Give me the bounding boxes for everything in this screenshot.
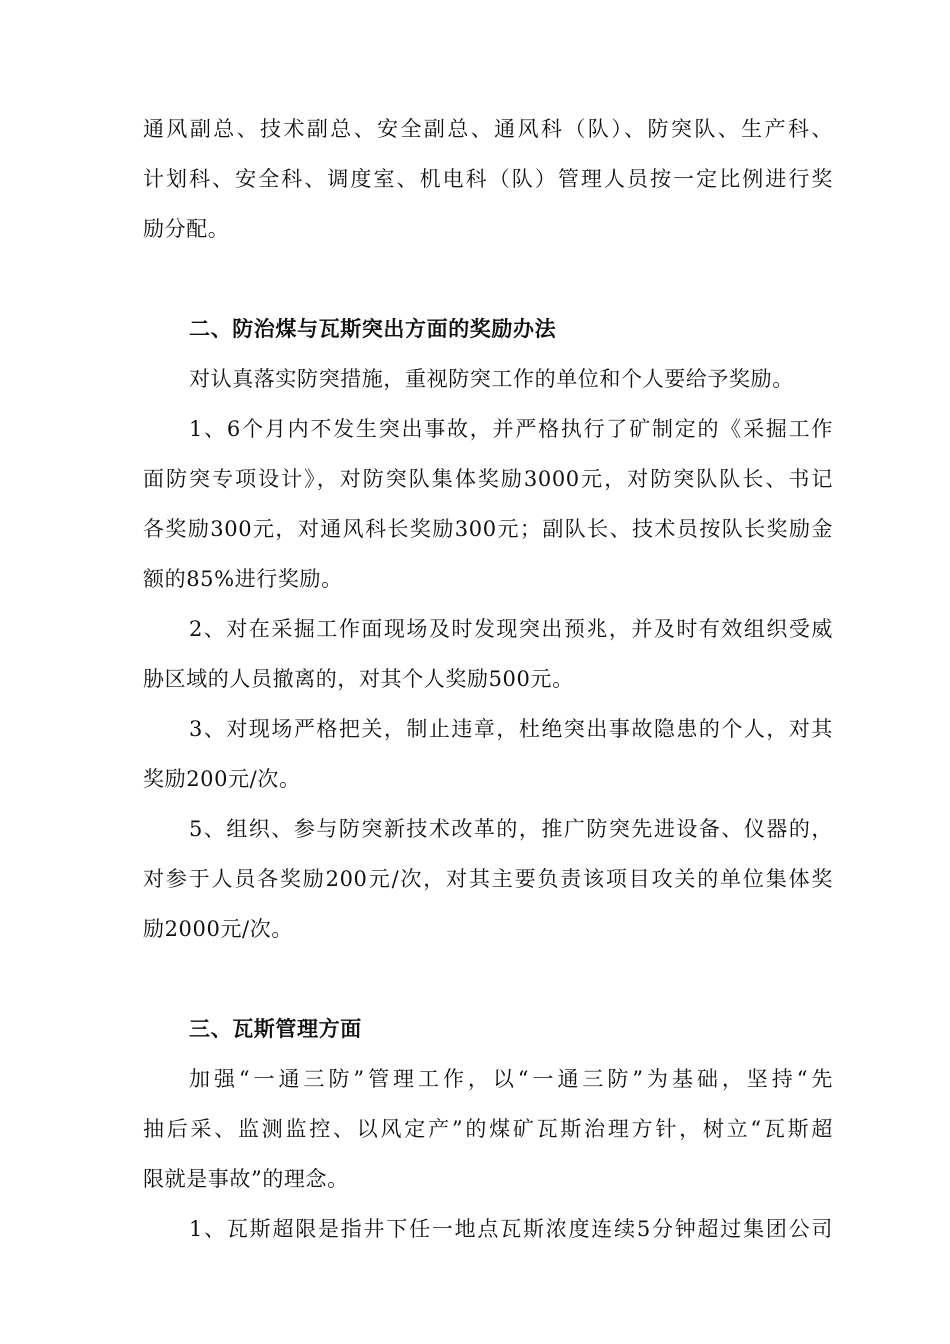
paragraph-line: 1、瓦斯超限是指井下任一地点瓦斯浓度连续5分钟超过集团公司 [189,1217,833,1241]
paragraph-line: 各奖励300元，对通风科长奖励300元；副队长、技术员按队长奖励金 [143,517,833,541]
paragraph-line: 励2000元/次。 [143,917,293,941]
paragraph-line: 额的85%进行奖励。 [143,567,343,591]
section-heading: 三、瓦斯管理方面 [189,1016,362,1041]
paragraph-line: 3、对现场严格把关，制止违章，杜绝突出事故隐患的个人，对其 [189,717,833,741]
section-heading: 二、防治煤与瓦斯突出方面的奖励办法 [189,316,557,341]
paragraph-line: 胁区域的人员撤离的，对其个人奖励500元。 [143,667,574,691]
paragraph-line: 5、组织、参与防突新技术改革的，推广防突先进设备、仪器的， [189,817,833,841]
paragraph-line: 通风副总、技术副总、安全副总、通风科（队）、防突队、生产科、 [143,117,833,141]
paragraph-line: 励分配。 [143,217,230,241]
paragraph-line: 1、6个月内不发生突出事故，并严格执行了矿制定的《采掘工作 [189,417,833,441]
paragraph-line: 对认真落实防突措施，重视防突工作的单位和个人要给予奖励。 [189,367,794,391]
paragraph-line: 奖励200元/次。 [143,767,301,791]
paragraph-line: 加强“一通三防”管理工作，以“一通三防”为基础，坚持“先 [189,1067,833,1091]
paragraph-line: 面防突专项设计》，对防突队集体奖励3000元，对防突队队长、书记 [143,467,833,491]
paragraph-line: 计划科、安全科、调度室、机电科（队）管理人员按一定比例进行奖 [143,167,833,191]
paragraph-line: 对参于人员各奖励200元/次，对其主要负责该项目攻关的单位集体奖 [143,867,833,891]
paragraph-line: 限就是事故”的理念。 [143,1167,349,1191]
paragraph-line: 抽后采、监测监控、以风定产”的煤矿瓦斯治理方针，树立“瓦斯超 [143,1117,833,1141]
paragraph-line: 2、对在采掘工作面现场及时发现突出预兆，并及时有效组织受威 [189,617,833,641]
